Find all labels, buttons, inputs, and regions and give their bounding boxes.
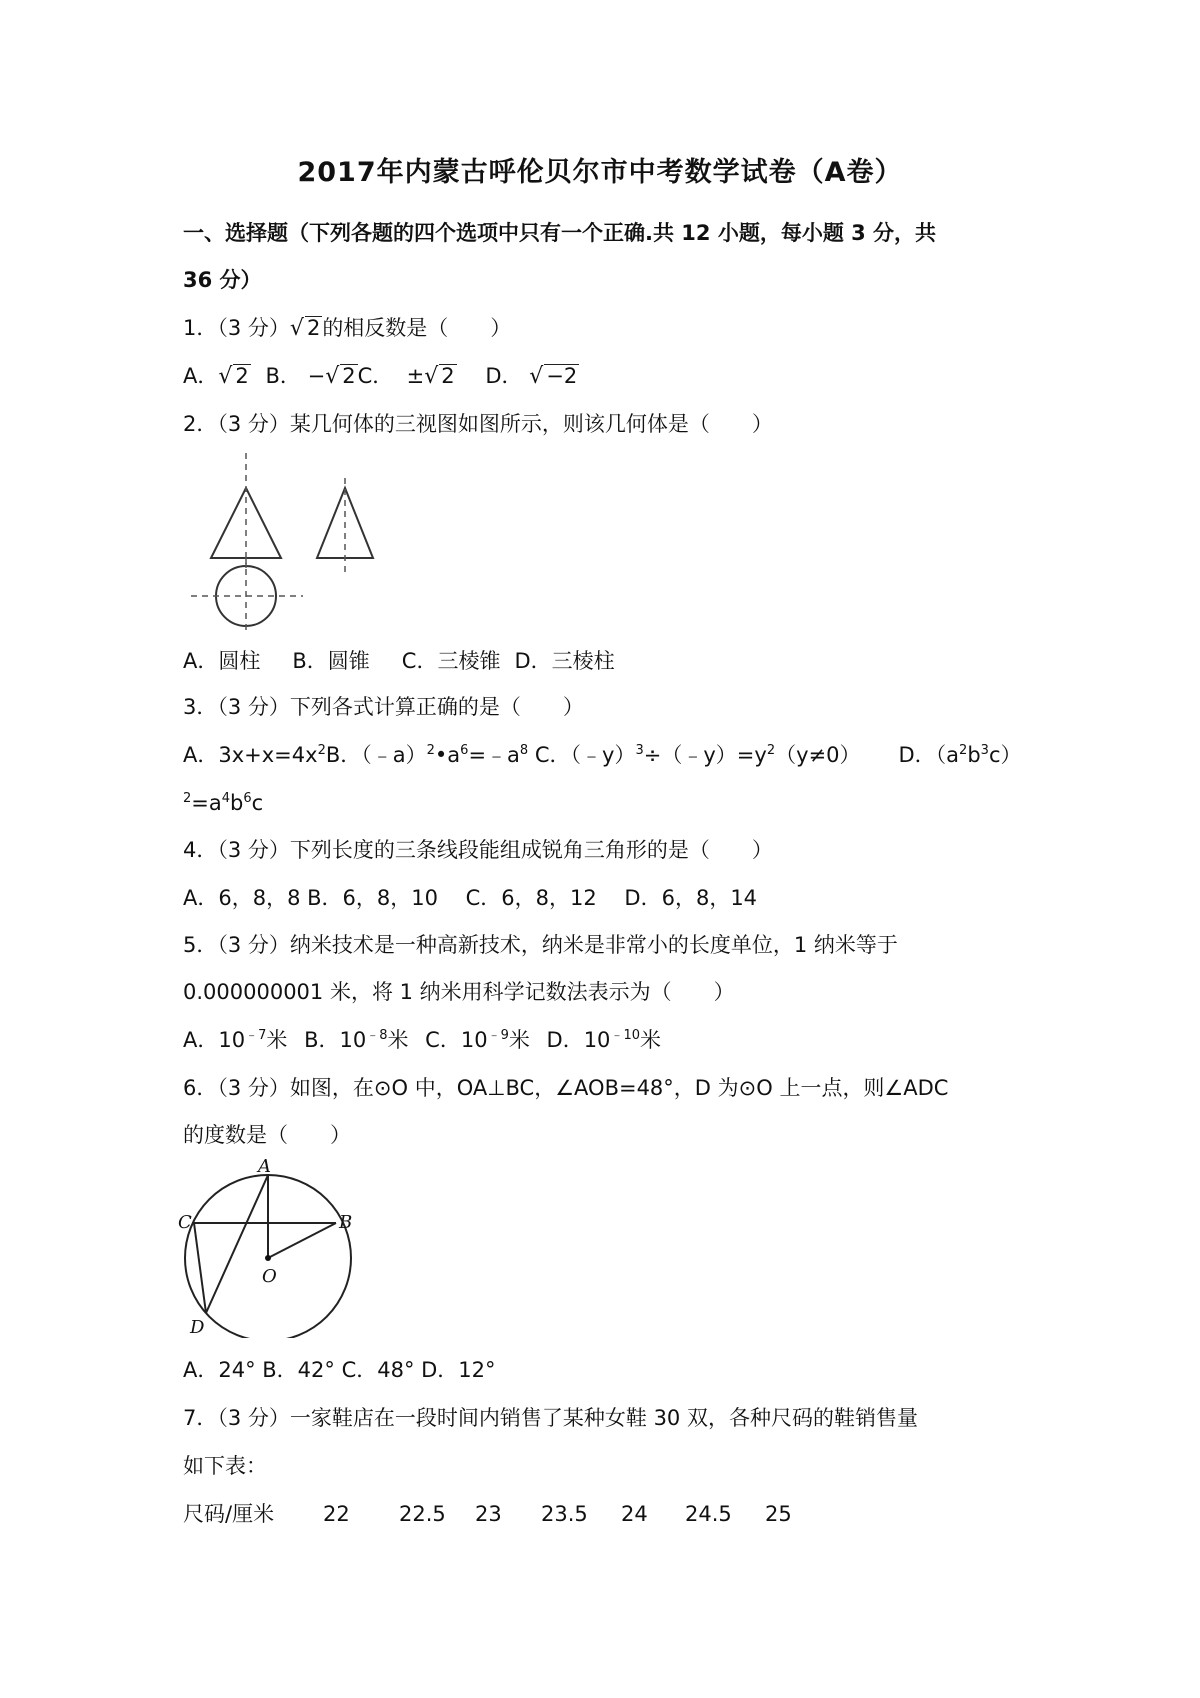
question-5-line2: 0.000000001 米，将 1 纳米用科学记数法表示为（ ） [183, 980, 735, 1004]
table-cell: 23.5 [541, 1502, 588, 1526]
exponent: ﹣10 [610, 1028, 640, 1043]
q1-prefix: 1．（3 分） [183, 316, 290, 340]
q1-option-b [265, 364, 357, 388]
label-a: A [258, 1158, 271, 1177]
size-table-row [183, 1499, 792, 1529]
q2-option-c: C．三棱锥 [401, 649, 501, 673]
q5-option-d: D．10 [546, 1028, 611, 1052]
q5-option-b: B．10 [304, 1028, 367, 1052]
question-4-stem: 4．（3 分）下列长度的三条线段能组成锐角三角形的是（ ） [183, 838, 773, 862]
section-heading-line2: 36 分） [183, 268, 262, 292]
segment-ad [206, 1175, 268, 1313]
radicand: 2 [441, 364, 455, 388]
text: （y≠0） [775, 743, 861, 767]
exponent: ﹣8 [366, 1028, 388, 1043]
radicand: −2 [546, 364, 578, 388]
unit: 米 [387, 1028, 409, 1052]
text: •a [434, 743, 461, 767]
table-cell: 23 [475, 1502, 502, 1526]
table-cell: 22 [323, 1502, 350, 1526]
exponent: ﹣7 [245, 1028, 267, 1043]
table-header-cell: 尺码/厘米 [183, 1502, 275, 1526]
question-6-line2: 的度数是（ ） [183, 1123, 351, 1147]
radical-sign: √ [424, 364, 439, 389]
table-cell: 22.5 [399, 1502, 446, 1526]
q5-option-a: A．10 [183, 1028, 246, 1052]
question-2-options [183, 646, 615, 676]
exponent: 6 [243, 791, 252, 806]
question-1-options [183, 361, 579, 392]
segment-ob [268, 1223, 336, 1258]
label-b: B [339, 1212, 353, 1233]
text: b [230, 791, 244, 815]
exponent: 2 [766, 743, 776, 758]
q5-option-c: C．10 [425, 1028, 488, 1052]
section-heading-line1: 一、选择题（下列各题的四个选项中只有一个正确.共 12 小题，每小题 3 分，共 [183, 221, 937, 245]
table-cell: 25 [765, 1502, 792, 1526]
exponent: 2 [959, 743, 968, 758]
table-cell: 24.5 [685, 1502, 732, 1526]
exponent: 3 [635, 743, 644, 758]
radicand: 2 [235, 364, 249, 388]
center-point [265, 1255, 271, 1261]
option-label: B． [265, 364, 301, 388]
exponent: 8 [519, 743, 529, 758]
label-c: C [178, 1212, 192, 1233]
q3-option-a: A．3x+x=4x [183, 743, 318, 767]
text: b [967, 743, 981, 767]
unit: 米 [639, 1028, 661, 1052]
question-4-options: A．6，8，8 B．6，8，10 C．6，8，12 D．6，8，14 [183, 886, 758, 910]
text: =a [191, 791, 222, 815]
option-label: C． [357, 364, 394, 388]
question-6-options: A．24° B．42° C．48° D．12° [183, 1358, 496, 1382]
exponent: 2 [426, 743, 435, 758]
q2-option-b: B．圆锥 [292, 649, 370, 673]
text: c [251, 791, 264, 815]
exponent: 2 [183, 791, 192, 806]
exponent: ﹣9 [487, 1028, 509, 1043]
question-5-options [183, 1025, 661, 1055]
q3-option-b: B．（﹣a） [325, 743, 427, 767]
circle-geometry-figure [178, 1158, 368, 1338]
text: =﹣a [468, 743, 520, 767]
option-label: A． [183, 364, 219, 388]
radicand: 2 [342, 364, 356, 388]
question-3-options-line2 [183, 788, 263, 818]
q1-option-c [358, 364, 457, 388]
exponent: 2 [317, 743, 326, 758]
text: ÷（﹣y）=y [643, 743, 767, 767]
label-o: O [262, 1266, 277, 1287]
q1-option-d [485, 364, 579, 388]
label-d: D [190, 1317, 205, 1338]
question-2-stem: 2．（3 分）某几何体的三视图如图所示，则该几何体是（ ） [183, 412, 773, 436]
q2-option-d: D．三棱柱 [514, 649, 615, 673]
radical-sign: √ [218, 364, 233, 389]
q3-option-c: C．（﹣y） [528, 743, 636, 767]
unit: 米 [266, 1028, 288, 1052]
q1-radicand: 2 [306, 316, 321, 340]
sign: − [307, 364, 326, 388]
exponent: 4 [221, 791, 231, 806]
radical-sign: √ [529, 364, 544, 389]
question-5-line1: 5．（3 分）纳米技术是一种高新技术，纳米是非常小的长度单位，1 纳米等于 [183, 933, 898, 957]
question-7-line2: 如下表： [183, 1454, 267, 1478]
radical-sign: √ [289, 316, 304, 341]
question-6-line1: 6．（3 分）如图，在⊙O 中，OA⊥BC，∠AOB=48°，D 为⊙O 上一点，则∠ADC [183, 1076, 949, 1100]
unit: 米 [508, 1028, 530, 1052]
option-label: D． [485, 364, 523, 388]
text: c） [988, 743, 1022, 767]
q3-option-d: D．（a [898, 743, 960, 767]
q1-suffix: 的相反数是（ ） [322, 316, 512, 340]
three-view-figure [183, 448, 383, 633]
question-1-stem [183, 313, 511, 344]
page-title: 2017年内蒙古呼伦贝尔市中考数学试卷（A卷） [297, 157, 903, 188]
sign: ± [406, 364, 425, 388]
question-3-stem: 3．（3 分）下列各式计算正确的是（ ） [183, 695, 584, 719]
question-3-options-line1 [183, 740, 1021, 770]
question-7-line1: 7．（3 分）一家鞋店在一段时间内销售了某种女鞋 30 双，各种尺码的鞋销售量 [183, 1406, 918, 1430]
q2-option-a: A．圆柱 [183, 649, 261, 673]
exponent: 6 [460, 743, 469, 758]
table-cell: 24 [621, 1502, 648, 1526]
q1-option-a [183, 364, 251, 388]
radical-sign: √ [325, 364, 340, 389]
exponent: 3 [980, 743, 989, 758]
